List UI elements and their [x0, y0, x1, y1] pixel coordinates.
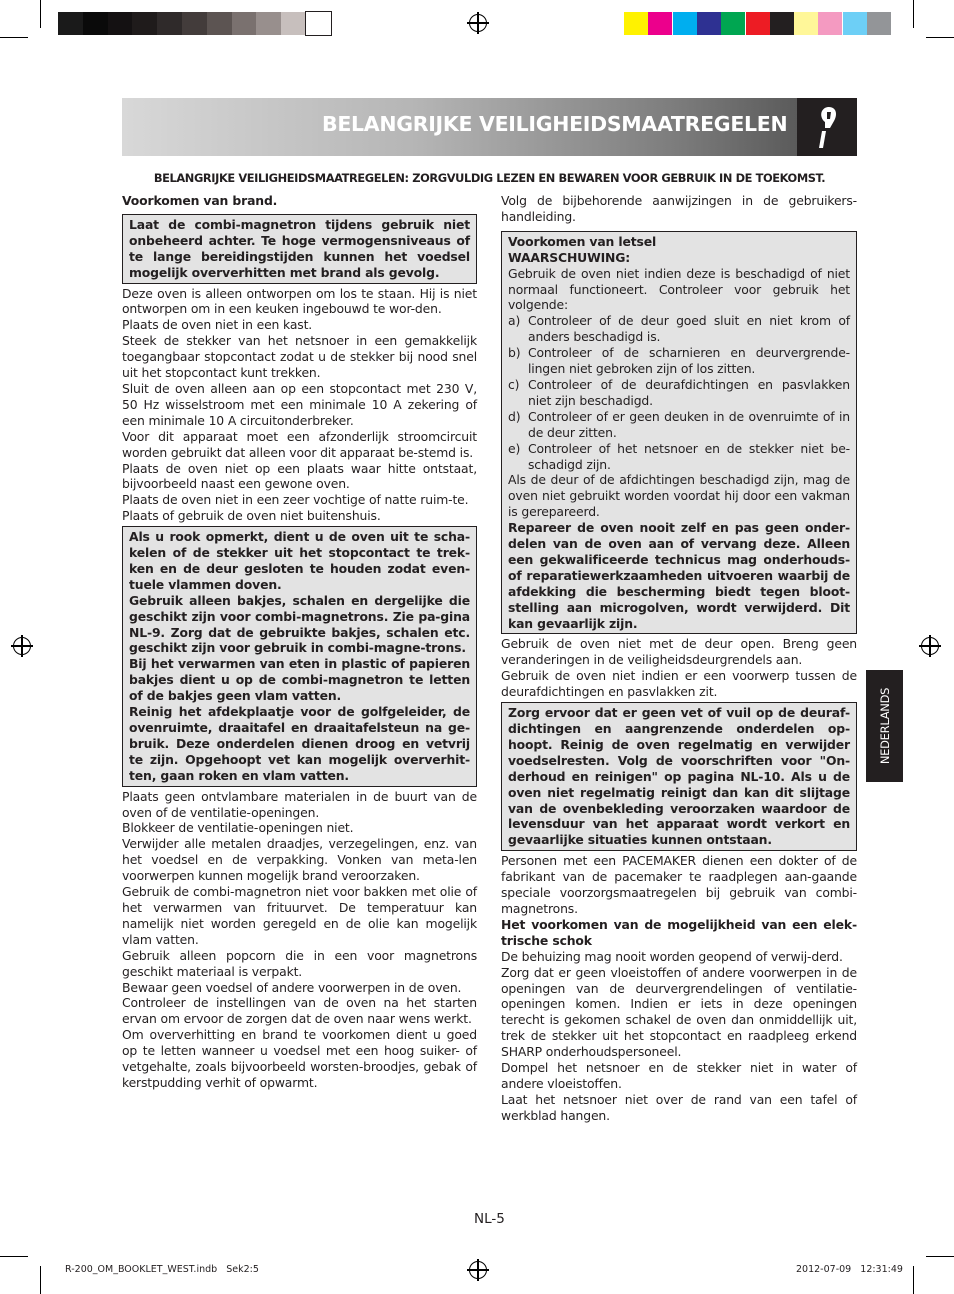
warning-box: [122, 214, 477, 284]
crop-mark: [913, 0, 914, 28]
paragraph: Plaats de oven niet in een kast.: [122, 317, 313, 333]
section-heading: Het voorkomen van de mogelijkheid van een elek-trische schok: [501, 916, 857, 948]
paragraph: Personen met een PACEMAKER dienen een dokter of de fabrikant van de pacemaker te raadplegen aan-gaande speciale voorzorgsmaatregelen bij gebruik van combi-magnetrons.: [501, 853, 857, 916]
color-swatch: [770, 12, 794, 35]
registration-mark-icon: [13, 637, 31, 655]
gray-swatch: [207, 12, 232, 35]
paragraph: Plaats of gebruik de oven niet buitenshuis.: [122, 508, 381, 524]
crop-mark: [926, 1256, 954, 1257]
warning-text: Zorg ervoor dat er geen vet of vuil op de deuraf-dichtingen en aangrenzende onderdelen op-hoopt. Reinig de oven regelmatig en verwijder voedselresten. Volg de voorschriften voor "On-derhoud en reinigen" op pagina NL-10. Als u de oven niet regelmatig reinigt dan kan dit slijtage van de ovenbekleding veroorzaken waardoor de levensduur van het apparaat wordt verkort en gevaarlijke situaties kunnen ontstaan.: [508, 705, 850, 848]
left-column: [122, 193, 477, 1091]
warning-text: Als u rook opmerkt, dient u de oven uit te scha-kelen of de stekker uit het stopcontact te trek-ken en de deur gesloten te houden zodat even-tuele vlammen doven.: [129, 529, 470, 592]
gray-swatch: [157, 12, 182, 35]
paragraph: Blokkeer de ventilatie-openingen niet.: [122, 820, 354, 836]
list-item: c) Controleer of de deurafdichtingen en pasvlakken niet zijn beschadigd.: [508, 376, 850, 408]
paragraph: Verwijder alle metalen draadjes, verzegelingen, enz. van het voedsel en de verpakking. Vonken van meta-len voorwerpen kunnen mogelijk brand veroorzaken.: [122, 836, 477, 884]
paragraph: Volg de bijbehorende aanwijzingen in de gebruikers-handleiding.: [501, 193, 857, 224]
gray-swatch: [58, 12, 83, 35]
gray-swatch: [232, 12, 257, 35]
color-swatch: [624, 12, 648, 35]
paragraph: Plaats geen ontvlambare materialen in de buurt van de oven of de ventilatie-openingen.: [122, 788, 477, 820]
warning-text: Reinig het afdekplaatje voor de golfgeleider, de ovenruimte, draaitafel en draaitafelsteun na ge-bruik. Deze onderdelen dienen droog en vetvrij te zijn. Opgehoopt vet kan mogelijk oververhit-ten, gaan roken en vlam vatten.: [129, 704, 470, 783]
wrench-lightbulb-icon: [797, 98, 857, 156]
subtitle: BELANGRIJKE VEILIGHEIDSMAATREGELEN: ZORGVULDIG LEZEN EN BEWAREN VOOR GEBRUIK IN DE TOEKOMST.: [153, 171, 826, 185]
list-item: a) Controleer of de deur goed sluit en niet krom of anders beschadigd is.: [508, 313, 850, 345]
list-item: d) Controleer of er geen deuken in de ovenruimte of in de deur zitten.: [508, 408, 850, 440]
warning-text: Als de deur of de afdichtingen beschadigd zijn, mag de oven niet gebruikt worden voordat hij door een vakman is gerepareerd.: [508, 472, 850, 520]
warning-text: Bij het verwarmen van eten in plastic of papieren bakjes dient u op de combi-magnetron te letten of de bakjes geen vlam vatten.: [129, 656, 470, 704]
paragraph-group: [501, 636, 857, 700]
gray-swatch: [281, 12, 306, 35]
registration-mark-icon: [921, 637, 939, 655]
color-swatch: [673, 12, 697, 35]
page-title: BELANGRIJKE VEILIGHEIDSMAATREGELEN: [322, 112, 788, 136]
list-item: b) Controleer of de scharnieren en deurvergrende-lingen niet gebroken zijn of los zitten.: [508, 345, 850, 377]
list-item: e) Controleer of het netsnoer en de stekker niet be-schadigd zijn.: [508, 440, 850, 472]
footer-timestamp: 2012-07-09 12:31:49: [796, 1264, 903, 1275]
registration-mark-icon: [469, 14, 487, 32]
gray-swatch: [132, 12, 157, 35]
warning-text: Repareer de oven nooit zelf en pas geen onder-delen van de oven aan of vervang deze. Alleen een gekwalificeerde technicus mag onderhouds-of reparatiewerkzaamheden uitvoeren waarbij de afdekking die bescherming biedt tegen bloot-stelling aan microgolven, wordt verwijderd. Dit kan gevaarlijk zijn.: [508, 520, 850, 631]
paragraph: Bewaar geen voedsel of andere voorwerpen in de oven.: [122, 979, 462, 995]
warning-text: Gebruik de oven niet indien deze is beschadigd of niet normaal functioneert. Controleer voor gebruik het volgende:: [508, 265, 850, 313]
color-swatch: [648, 12, 672, 35]
color-swatch: [843, 12, 867, 35]
language-tab: [866, 670, 903, 782]
warning-label: WAARSCHUWING:: [508, 249, 631, 265]
right-column: [501, 193, 857, 1124]
color-swatch: [867, 12, 891, 35]
paragraph: Voor dit apparaat moet een afzonderlijk stroomcircuit worden gebruikt dat alleen voor dit apparaat be-stemd is.: [122, 428, 477, 460]
paragraph: Deze oven is alleen ontworpen om los te staan. Hij is niet ontworpen om in een keuken ingebouwd te wor-den.: [122, 285, 477, 317]
paragraph: Gebruik alleen popcorn die in een voor magnetrons geschikt materiaal is verpakt.: [122, 947, 477, 979]
color-swatch: [746, 12, 770, 35]
language-tab-label: NEDERLANDS: [877, 687, 892, 765]
gray-swatch: [182, 12, 207, 35]
paragraph: Plaats de oven niet op een plaats waar hitte ontstaat, bijvoorbeeld naast een gewone oven.: [122, 460, 477, 492]
paragraph: Om oververhitting en brand te voorkomen dient u goed op te letten wanneer u voedsel met een hoog suiker- of vetgehalte, zoals bijvoorbeeld worsten-broodjes, gebak of kerstpudding verhit of opwarmt.: [122, 1027, 477, 1090]
paragraph: Controleer de instellingen van de oven na het starten ervan om ervoor de zorgen dat de oven naar wens werkt.: [122, 995, 477, 1027]
paragraph: Sluit de oven alleen aan op een stopcontact met 230 V, 50 Hz wisselstroom met een minimale 10 A zekering of een minimale 10 A circuitonderbreker.: [122, 380, 477, 428]
crop-mark: [0, 1256, 28, 1257]
paragraph: Gebruik de oven niet met de deur open. Breng geen veranderingen in de veiligheidsdeurgrendels aan.: [501, 636, 857, 668]
color-swatch: [697, 12, 721, 35]
paragraph: Gebruik de oven niet indien er een voorwerp tussen de deurafdichtingen en pasvlakken zit.: [501, 668, 857, 700]
paragraph: Laat het netsnoer niet over de rand van een tafel of werkblad hangen.: [501, 1091, 857, 1123]
paragraph: Plaats de oven niet in een zeer vochtige of natte ruim-te.: [122, 492, 469, 508]
box-heading: Voorkomen van letsel: [508, 233, 657, 249]
crop-mark: [926, 37, 954, 38]
paragraph-group: [501, 853, 857, 1123]
paragraph: Zorg dat er geen vloeistoffen of andere voorwerpen in de openingen van de deurvergrendelingen of ventilatie-openingen komen. Indien er iets in deze openingen terecht is gekomen schakel de oven dan onmiddellijk uit, trek de stekker uit het stopcontact en raadpleeg erkend SHARP onderhoudspersoneel.: [501, 964, 857, 1060]
paragraph: Steek de stekker van het netsnoer in een gemakkelijk toegangbaar stopcontact zodat u de stekker bij nood snel uit het stopcontact kunt trekken.: [122, 333, 477, 381]
gray-swatch: [306, 12, 331, 35]
paragraph: De behuizing mag nooit worden geopend of verwij-derd.: [501, 948, 843, 964]
section-heading: Voorkomen van brand.: [122, 193, 278, 208]
injury-warning-box: [501, 231, 857, 635]
footer-file-info: R-200_OM_BOOKLET_WEST.indb Sek2:5: [65, 1264, 259, 1275]
registration-mark-icon: [469, 1261, 487, 1279]
crop-mark: [40, 0, 41, 28]
gray-swatch: [256, 12, 281, 35]
crop-mark: [0, 37, 28, 38]
color-swatch: [721, 12, 745, 35]
warning-box: [501, 702, 857, 851]
paragraph-group: [122, 789, 477, 1091]
paragraph: Dompel het netsnoer en de stekker niet in water of andere vloeistoffen.: [501, 1060, 857, 1091]
gray-swatch: [108, 12, 133, 35]
paragraph: Gebruik de combi-magnetron niet voor bakken met olie of het verwarmen van frituurvet. De temperatuur kan namelijk niet worden geregeld en de olie kan mogelijk vlam vatten.: [122, 884, 477, 947]
paragraph-group: [122, 286, 477, 525]
warning-text: Laat de combi-magnetron tijdens gebruik niet onbeheerd achter. Te hoge vermogensniveaus of te lange bereidingstijden kunnen het voedsel mogelijk oververhitten met brand als gevolg.: [129, 216, 470, 280]
warning-box: [122, 526, 477, 787]
gray-swatch: [83, 12, 108, 35]
crop-mark: [40, 1266, 41, 1294]
color-swatch: [794, 12, 818, 35]
warning-text: Gebruik alleen bakjes, schalen en dergelijke die geschikt zijn voor combi-magnetrons. Zie pa-gina NL-9. Zorg dat de gebruikte bakjes, schalen etc. geschikt zijn voor gebruik in combi-magne-trons.: [129, 592, 470, 656]
crop-mark: [913, 1266, 914, 1294]
page-number: NL-5: [474, 1211, 505, 1227]
section-header: [122, 98, 857, 156]
color-swatch: [818, 12, 842, 35]
